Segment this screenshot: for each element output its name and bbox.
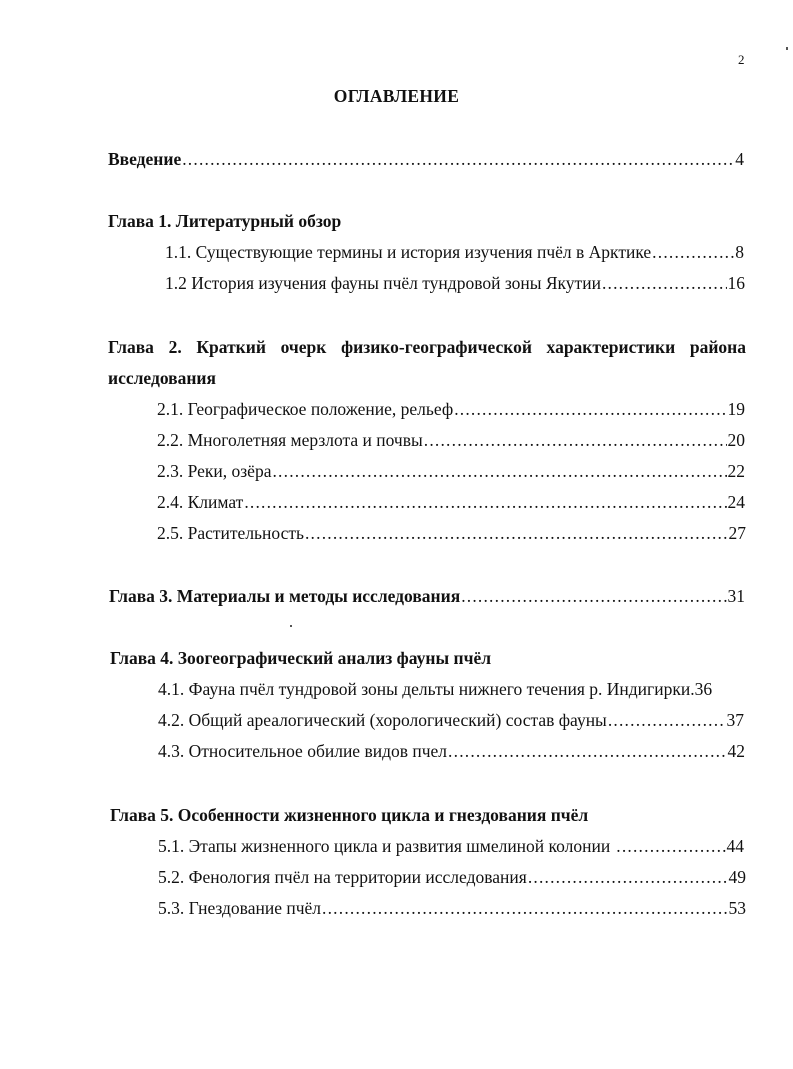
scan-speck [786, 47, 788, 50]
toc-entry-1-2[interactable] [165, 273, 745, 294]
leader-dots [448, 741, 726, 762]
toc-entry-label: 4.2. Общий ареалогический (хорологический) состав фауны [158, 710, 607, 730]
leader-dots [454, 399, 726, 420]
leader-dots [608, 710, 726, 731]
leader-dots [652, 242, 734, 263]
toc-entry-page: 20 [727, 430, 745, 450]
toc-entry-label: 4.3. Относительное обилие видов пчел [158, 741, 448, 761]
leader-dots [616, 836, 725, 857]
toc-entry-intro[interactable] [108, 149, 744, 170]
chapter-4-heading[interactable]: Глава 4. Зоогеографический анализ фауны пчёл [110, 648, 492, 668]
toc-entry-page: 44 [726, 836, 744, 856]
leader-dots [272, 461, 726, 482]
toc-entry-label: 5.2. Фенология пчёл на территории исследования [158, 867, 527, 887]
toc-entry-label: 5.1. Этапы жизненного цикла и развития шмелиной колонии [158, 836, 611, 856]
toc-entry-page: 31 [727, 586, 745, 606]
chapter-1-heading[interactable]: Глава 1. Литературный обзор [108, 211, 342, 231]
leader-dots [461, 586, 726, 607]
toc-entry-page: 24 [727, 492, 745, 512]
toc-entry-2-3[interactable] [157, 461, 745, 482]
toc-entry-5-1[interactable] [158, 836, 744, 857]
toc-entry-label: 2.4. Климат [157, 492, 244, 512]
toc-entry-label: 2.3. Реки, озёра [157, 461, 272, 481]
toc-entry-4-2[interactable] [158, 710, 744, 731]
toc-entry-2-2[interactable] [157, 430, 745, 451]
leader-dots [424, 430, 727, 451]
toc-entry-page: 42 [727, 741, 745, 761]
chapter-2-heading-line2: исследования [108, 368, 216, 388]
toc-entry-page: 36 [694, 679, 713, 699]
toc-entry-page: 53 [728, 898, 746, 918]
leader-dots [244, 492, 726, 513]
toc-entry-label: 2.1. Географическое положение, рельеф [157, 399, 454, 419]
toc-entry-page: 37 [726, 710, 744, 730]
toc-entry-page: 22 [727, 461, 745, 481]
chapter-5-heading[interactable]: Глава 5. Особенности жизненного цикла и гнездования пчёл [110, 805, 589, 825]
toc-entry-chapter-3[interactable] [109, 586, 745, 607]
toc-entry-2-4[interactable] [157, 492, 745, 513]
toc-entry-2-1[interactable] [157, 399, 745, 420]
toc-entry-label: Глава 3. Материалы и методы исследования [109, 586, 461, 606]
toc-entry-label: Введение [108, 149, 182, 169]
toc-entry-5-2[interactable] [158, 867, 746, 888]
leader-dots [528, 867, 728, 888]
page-number: 2 [738, 52, 745, 67]
toc-entry-label: 4.1. Фауна пчёл тундровой зоны дельты нижнего течения р. Индигирки. [158, 679, 695, 699]
toc-entry-5-3[interactable] [158, 898, 746, 919]
leader-dots [182, 149, 734, 170]
toc-entry-page: 19 [727, 399, 745, 419]
toc-entry-4-3[interactable] [158, 741, 745, 762]
toc-entry-page: 8 [735, 242, 744, 262]
toc-entry-1-1[interactable] [165, 242, 744, 263]
toc-entry-page: 4 [735, 149, 744, 169]
toc-entry-label: 1.1. Существующие термины и история изучения пчёл в Арктике [165, 242, 652, 262]
leader-dots [322, 898, 727, 919]
toc-entry-page: 49 [728, 867, 746, 887]
toc-entry-2-5[interactable] [157, 523, 746, 544]
toc-entry-label: 1.2 История изучения фауны пчёл тундровой зоны Якутии [165, 273, 601, 293]
toc-entry-page: 27 [728, 523, 746, 543]
leader-dots [305, 523, 728, 544]
toc-entry-4-1[interactable] [158, 679, 746, 700]
toc-entry-label: 2.5. Растительность [157, 523, 304, 543]
toc-entry-label: 5.3. Гнездование пчёл [158, 898, 322, 918]
leader-dots [602, 273, 727, 294]
page-title: ОГЛАВЛЕНИЕ [333, 86, 460, 106]
toc-entry-label: 2.2. Многолетняя мерзлота и почвы [157, 430, 423, 450]
chapter-2-heading-line1[interactable]: Глава 2. Краткий очерк физико-географической характеристики района [108, 337, 746, 357]
toc-entry-page: 16 [727, 273, 745, 293]
scan-speck [290, 625, 292, 627]
